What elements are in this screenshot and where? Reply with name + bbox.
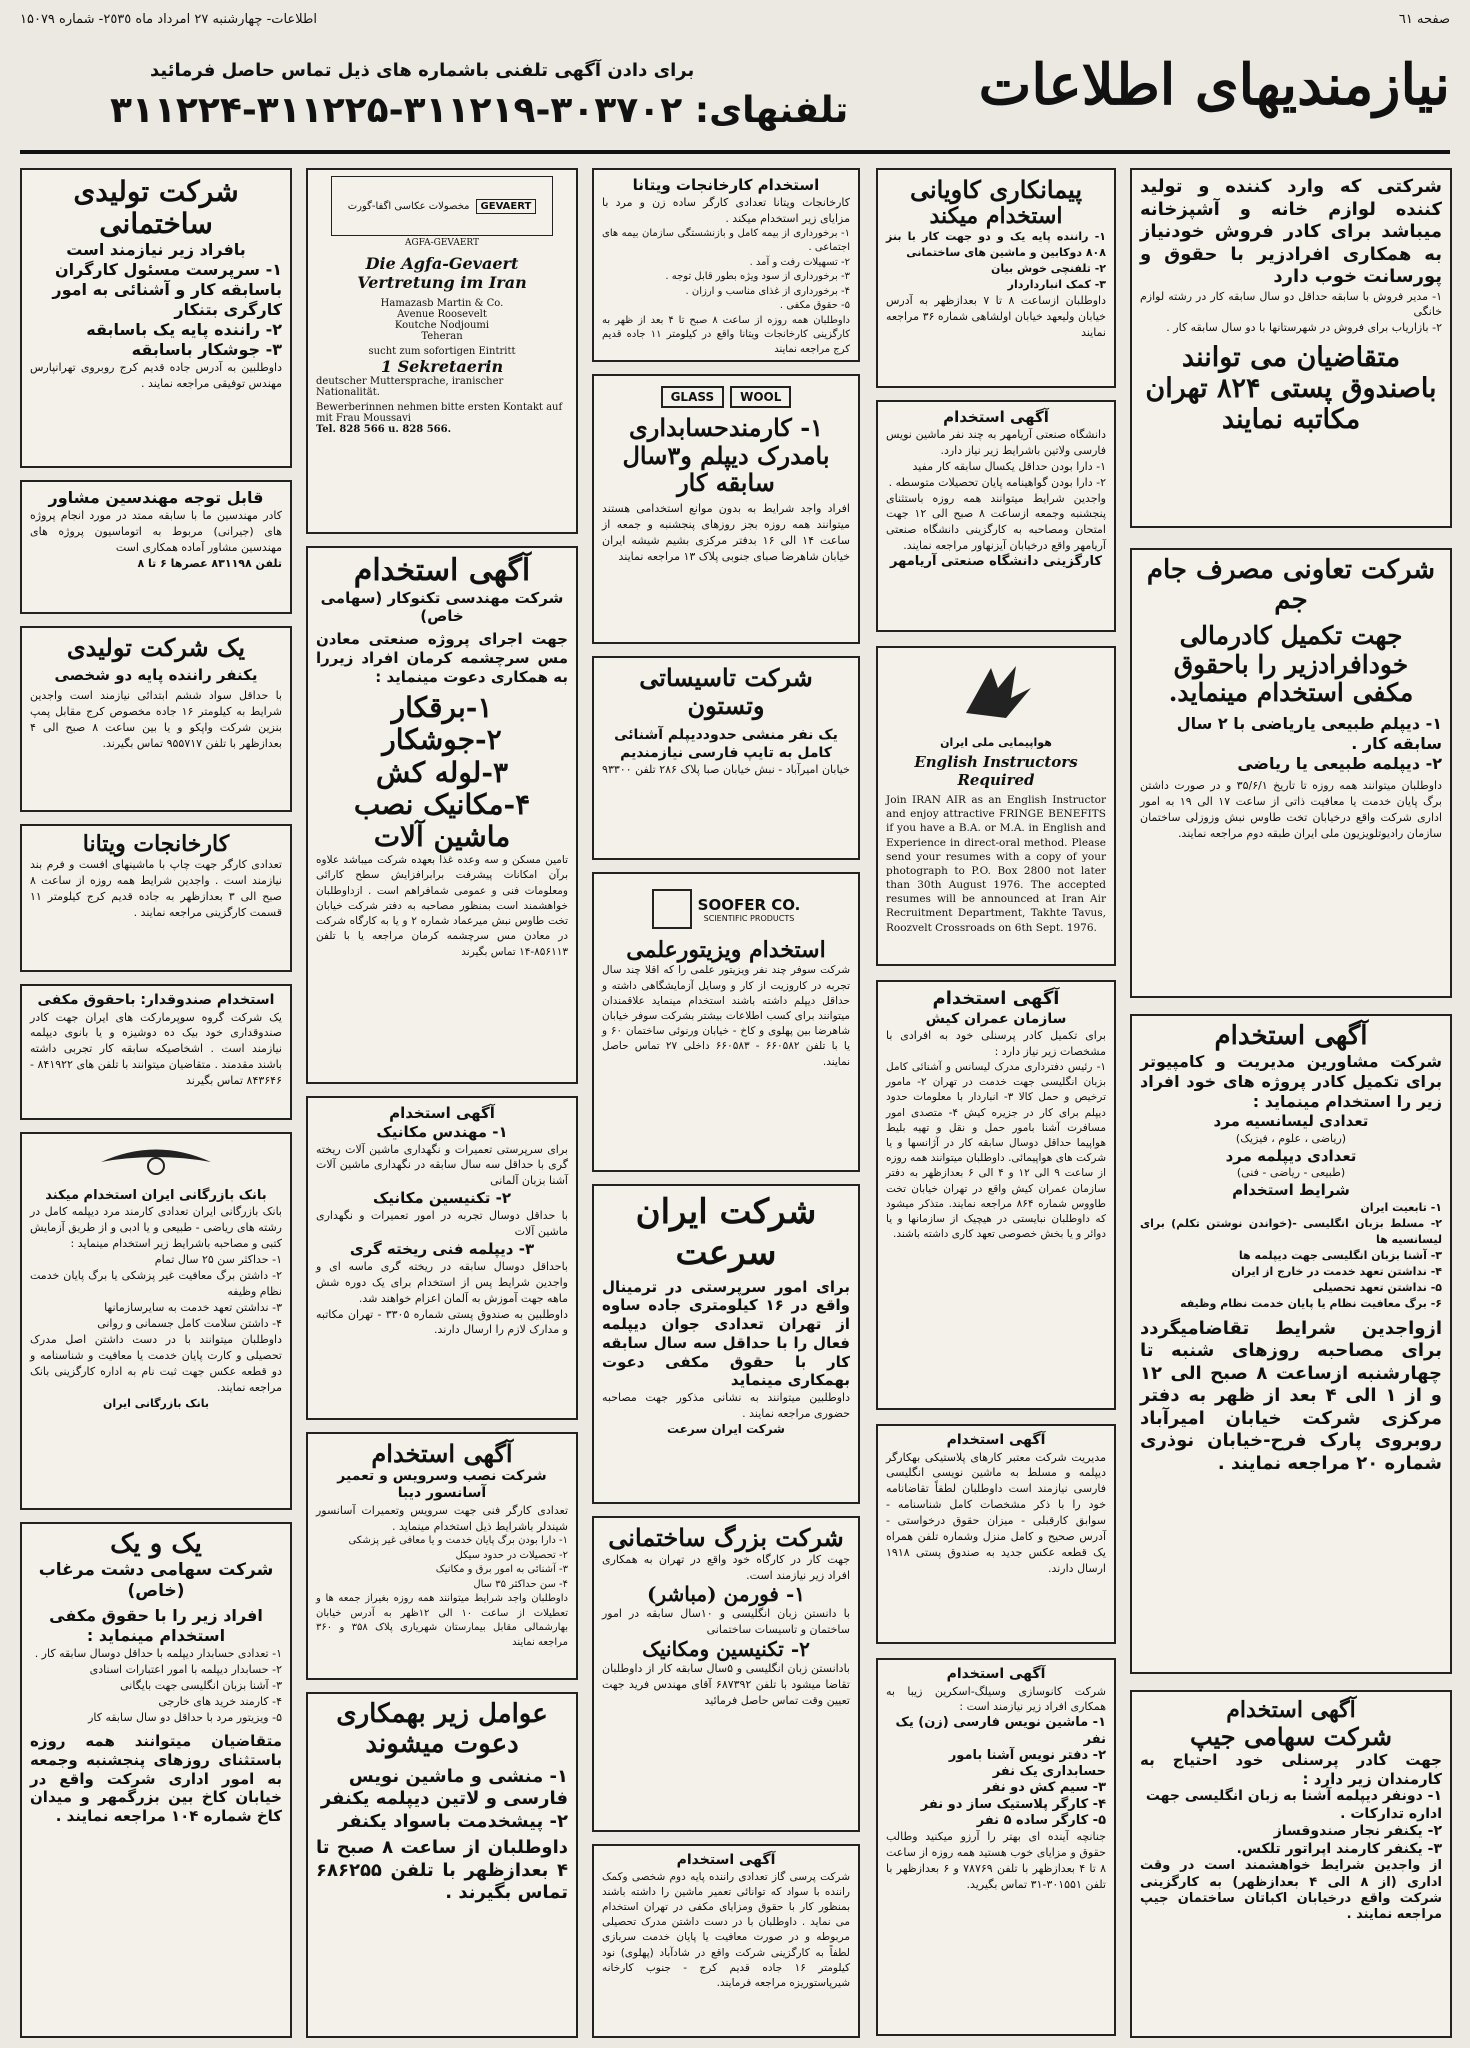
ad-item: ۳- دیپلمه فنی ریخته گری	[349, 1239, 535, 1258]
ad-foundry	[306, 1096, 578, 1420]
ad-consultants	[1130, 1014, 1452, 1674]
ad-body: متقاضیان میتوانند همه روزه باستثنای روزهای پنجشنبه وجمعه به امور اداری شرکت واقع در خیابان کاخ بین بزرگمهر و میدان کاخ شماره ۱۰۴ مراجعه نمایند .	[30, 1732, 282, 1826]
ad-address: Hamazasb Martin & Co.	[380, 298, 504, 309]
ad-body: تامین مسکن و سه وعده غذا بعهده شرکت میباشد علاوه برآن امکانات پیشرفت برابرافزایش سطح کارائی ومعلومات فنی و عمومی شمافراهم است . ازداوطلبان خواهشمند است بمنظور مصاحبه به دفتر شرکت خیابان تخت طاوس نبش میرعماد شماره ۲ و یا به کارگاه شرکت در معادن مس سرچشمه کرمان مراجعه یا با تلفن ۸۵۶۱۱۳-۱۴ تماس بگیرند	[316, 854, 568, 958]
ad-line: شرایط استخدام	[1232, 1181, 1350, 1200]
ad-item: ۳- جوشکار باسابقه	[131, 340, 282, 360]
ad-body: ۱- رئیس دفترداری مدرک لیسانس و آشنائی کامل بزبان انگلیسی جهت خدمت در تهران ۲- مامور ترخیص و حمل کالا ۳- انباردار با معلومات حدود دیپلم برای کار در جزیره کیش ۴- متصدی امور مسافرت آشنا بامور حمل و نقل و تهیه بلیط هواپیما حداقل دوسال سابقه کار در آژانسها و یا شرکت های هواپیمائی. داوطلبان میتوانند همه روزه از ساعت ۹ الی ۱۲ و ۴ الی ۶ بعدازظهر به دفتر سازمان عمران کیش واقع در تهران خیابان تخت طاووس شماره ۸۶۴ مراجعه نمایند. متذکر میشود که داوطلبان نبایستی در هیچیک از سازمانها و یا دوائر و یا بخش خصوصی تعهد کاری داشته باشند.	[886, 1060, 1106, 1241]
ad-item: ۴- داشتن سلامت کامل جسمانی و روانی	[97, 1316, 282, 1330]
ad-subtitle: استخدام میکند	[929, 202, 1063, 229]
ad-title: شرکت ایران سرعت	[635, 1192, 817, 1273]
ad-requirement: deutscher Muttersprache, iranischer Nationalität.	[316, 376, 504, 398]
ad-text: جهت کار در کارگاه خود واقع در تهران به همکاری افراد زیر نیازمند است.	[602, 1552, 850, 1582]
ad-item: ۲- تکنیسین مکانیک	[372, 1189, 512, 1208]
ad-title: استخدام ویزیتورعلمی	[626, 937, 826, 963]
ad-item: ۵- کارگر ساده ۵ نفر	[976, 1812, 1106, 1828]
ad-item: ۳- نداشتن تعهد خدمت به سایرسازمانها	[104, 1300, 282, 1314]
ad-item: ۱- دیپلم طبیعی یاریاضی با ۲ سال سابقه کار .	[1176, 714, 1442, 754]
soofer-logo	[646, 884, 806, 934]
ad-soofer	[592, 872, 860, 1172]
ad-text: جهت اجرای پروژه صنعتی معادن مس سرچشمه کرمان افراد زیررا به همکاری دعوت مینماید :	[316, 630, 568, 686]
ad-body: داوطلبان واجد شرایط میتوانند همه روزه بغیراز جمعه ها و تعطیلات از ساعت ۱۰ الی ۱۲ظهر به آدرس خیابان بهارشمالی مقابل بیمارستان شهریاری پلاک ۳۵۸ و ۳۶۰ مراجعه نمایند	[316, 1593, 569, 1648]
ad-title: قابل توجه مهندسین مشاور	[48, 488, 264, 507]
ad-line: تعدادی دیپلمه مرد	[1225, 1146, 1357, 1165]
ad-home-appliances	[1130, 168, 1452, 528]
glass-wool-logo	[602, 386, 850, 408]
logo-subtext: SCIENTIFIC PRODUCTS	[703, 913, 795, 923]
ad-item: ۲- تسهیلات رفت و آمد .	[749, 256, 850, 268]
ad-item: ۲- تلفنچی خوش بیان	[991, 261, 1106, 275]
ad-sign: شرکت ایران سرعت	[667, 1421, 785, 1436]
ad-vitana-workers	[592, 168, 860, 362]
page-number: صفحه ٦١	[1398, 11, 1450, 27]
ad-bank-bazargani	[20, 1132, 292, 1510]
ad-sign: کارگزینی دانشگاه صنعتی آریامهر	[890, 554, 1102, 570]
bank-emblem-icon	[91, 1142, 221, 1182]
ad-seeks: sucht zum sofortigen Eintritt	[368, 346, 516, 357]
ad-text: بانک بازرگانی ایران تعدادی کارمند مرد دیپلمه کامل در رشته های ریاضی - طبیعی و یا ادبی و از طریق آزمایش کتبی و مصاحبه باشرایط زیر استخدام مینماید :	[30, 1205, 282, 1251]
logo-text: SOOFER CO.	[697, 895, 801, 914]
logo-subtext: AGFA-GEVAERT	[404, 238, 480, 248]
ad-text: برای تکمیل کادر پرسنلی خود به افرادی با مشخصات زیر نیاز دارد :	[886, 1029, 1106, 1058]
masthead-title: نیازمندیهای اطلاعات	[978, 52, 1450, 118]
ad-item: ۱-برقکار	[391, 691, 493, 725]
header-phones: تلفنهای: ۳۰۳۷۰۲-۳۱۱۲۱۹-۳۱۱۲۲۵-۳۱۱۲۲۴	[110, 90, 849, 131]
ad-title: ۱- کارمندحسابداری بامدرک دیپلم و۳سال سابقه کار	[622, 413, 830, 498]
page-topline	[20, 8, 1450, 30]
logo-wool: WOOL	[730, 386, 791, 408]
ad-text: کادر مهندسین ما با سابقه ممتد در مورد انجام پروژه های (جیرانی) مربوط به اتوماسیون پروژه های مهندسین مشاور آماده همکاری است	[30, 509, 282, 554]
ad-canvas-screen	[876, 1658, 1116, 2036]
ad-driver	[20, 626, 292, 812]
ad-construction-company	[592, 1516, 860, 1832]
ad-title: شرکت نصب وسرویس و تعمیر آسانسور دیبا	[337, 1467, 547, 1502]
ad-cta: متقاضیان می توانند باصندوق پستی ۸۲۴ تهران مکاتبه نمایند	[1145, 342, 1437, 436]
ad-item: ۲-جوشکار	[382, 723, 502, 757]
ad-item: ۱- راننده پایه یک و دو جهت کار با بنز ۸۰۸ دوکابین و ماشین های ساختمانی	[886, 229, 1106, 259]
ad-address: Avenue Roosevelt	[397, 309, 487, 320]
ad-iran-sorat	[592, 1184, 860, 1504]
ad-text: شرکتی که وارد کننده و تولید کننده لوازم خانه و آشپزخانه میباشد برای کادر فروش خودنیاز به همکاری افرادزیر با حقوق و پورسانت خوب دارد	[1140, 176, 1442, 287]
ad-text: جنانچه آینده ای بهتر را آرزو میکنید وطالب حقوق و مزایای خوب هستید همه روزه از ساعت ۸ تا ۴ بعدازظهر با تلفن ۷۸۷۶۹ و ۶ بعدازظهر با تلفن ۳۰۱۵۵۱-۳۱ تماس بگیرید.	[886, 1830, 1107, 1891]
ad-item: ۳- آشنا بزبان انگلیسی جهت دیپلمه ها	[1238, 1248, 1442, 1262]
ad-item: ۵- حقوق مکفی .	[779, 300, 850, 312]
ad-heading: آگهی استخدام	[946, 1432, 1046, 1448]
ad-plastics	[876, 1424, 1116, 1644]
ad-title: سازمان عمران کیش	[925, 1010, 1067, 1027]
ad-text: دانشگاه صنعتی آریامهر به چند نفر ماشین نویس فارسی ولاتین باشرایط زیر نیاز دارد.	[886, 427, 1106, 457]
ad-item: ۴- نداشتن تعهد خدمت در خارج از ایران	[1231, 1264, 1442, 1278]
ad-item: ۳- کمک انبارداردار	[1007, 277, 1106, 291]
ad-title: یک شرکت تولیدی	[66, 633, 246, 662]
ad-glass-wool	[592, 374, 860, 644]
iran-air-logo-icon	[936, 658, 1056, 728]
ad-heading: آگهی استخدام	[943, 408, 1049, 426]
ad-cta: ازواجدین شرایط تقاضامیگردد برای مصاحبه روزهای شنبه تا چهارشنبه ازساعت ۸ صبح الی ۱۲ و از ۱ الی ۴ بعد از ظهر به دفتر مرکزی شرکت خیابان امیرآباد روبروی پارک فرح-خیابان نوذری شماره ۲۰ مراجعه نمایند .	[1140, 1317, 1442, 1474]
ad-technokar	[306, 546, 578, 1084]
ad-weston-installations	[592, 656, 860, 860]
ad-heading: آگهی استخدام	[389, 1104, 495, 1122]
ad-item: ۵- نداشتن تعهد تحصیلی	[1312, 1280, 1442, 1294]
ad-body: داوطلبین به آدرس جاده قدیم کرج روبروی تهرانپارس مهندس توفیقی مراجعه نمایند .	[30, 361, 282, 391]
ad-item: ۲- دفتر نویس آشنا بامور حسابداری یک نفر	[948, 1747, 1106, 1780]
ad-item: ۲- یکنفر نجار صندوقساز	[1273, 1823, 1442, 1840]
ad-agfa-gevaert	[306, 168, 578, 534]
ad-title: شرکت سهامی جیپ	[1189, 1722, 1393, 1752]
ad-sign: بانک بازرگانی ایران	[103, 1396, 209, 1410]
ad-item: ۲- داشتن برگ معافیت غیر پزشکی یا برگ پایان خدمت نظام وظیفه	[30, 1269, 282, 1298]
ad-line: (طبیعی - ریاضی - فنی)	[1236, 1166, 1346, 1180]
ad-subtitle: یکنفر راننده پایه دو شخصی	[54, 665, 258, 684]
ad-detail: با دانستن زبان انگلیسی و ۱۰سال سابقه در امور ساختمان و تاسیسات ساختمانی	[602, 1607, 850, 1637]
ad-role: 1 Sekretaerin	[380, 357, 504, 376]
ad-text: با حداقل سواد ششم ابتدائی نیازمند است واجدین شرایط به کیلومتر ۱۶ جاده مخصوص کرج مقابل پمپ بنزین شرکت واپکو و یا بین ساعت ۸ صبح الی ۴ بعدازظهر با تلفن ۹۵۵۷۱۷ تماس بگیرند.	[30, 689, 282, 751]
ad-jamjam	[1130, 548, 1452, 998]
logo-glass: GLASS	[661, 386, 725, 408]
ad-heading: آگهی استخدام	[1226, 1697, 1356, 1723]
logo-text: هواپیمایی ملی ایران	[940, 736, 1052, 749]
ad-address: Teheran	[421, 331, 463, 342]
ad-item: ۱- مدیر فروش با سابقه حداقل دو سال سابقه کار در رشته لوازم خانگی	[1140, 289, 1442, 319]
ad-dasht-morghab	[20, 1522, 292, 2038]
ad-title: یک و یک	[110, 1529, 202, 1559]
ad-item: ۴- برخورداری از غذای مناسب و ارزان .	[685, 285, 850, 297]
ad-address: Koutche Nodjoumi	[394, 320, 490, 331]
ad-item: ۲- راننده پایه یک باسابقه	[86, 320, 282, 340]
ad-title: عوامل زیر بهمکاری دعوت میشوند	[336, 1699, 548, 1759]
ad-construction-manufacturing	[20, 168, 292, 468]
ad-cashier	[20, 984, 292, 1120]
ad-title-line1: Die Agfa-Gevaert	[365, 254, 519, 273]
ad-heading: آگهی استخدام	[932, 988, 1060, 1009]
ad-subtitle: جهت تکمیل کادرمالی خودافرادزیر را باحقوق مکفی استخدام مینماید.	[1168, 620, 1414, 708]
ad-consulting-engineers	[20, 480, 292, 614]
ad-line: تعدادی لیسانسیه مرد	[1213, 1111, 1369, 1130]
ad-item: ۲- تحصیلات در حدود سیکل	[455, 1549, 568, 1561]
header-instruction: برای دادن آگهی تلفنی باشماره های ذیل تماس حاصل فرمائید	[150, 60, 695, 81]
ad-line: (ریاضی ، علوم ، فیزیک)	[1235, 1131, 1347, 1145]
ad-company: شرکت مهندسی تکنوکار (سهامی خاص)	[320, 588, 564, 626]
ad-title: English Instructors Required	[914, 753, 1078, 789]
page-header	[20, 40, 1450, 154]
ad-apply: Bewerberinnen nehmen bitte ersten Kontakt auf mit Frau Moussavi	[316, 402, 563, 424]
ad-body: داوطلبان همه روزه از ساعت ۸ صبح تا ۴ بعد از ظهر به کارگزینی کارخانجات ویتانا واقع در کیلومتر ۱۱ جاده قدیم کرج مراجعه نمایند	[602, 314, 850, 355]
ad-title: شرکت تولیدی ساختمانی	[73, 175, 239, 241]
ad-title: پیمانکاری کاویانی	[909, 175, 1083, 204]
ad-item: ۲- دیپلمه طبیعی یا ریاضی	[1237, 754, 1442, 774]
logo-gevaert: GEVAERT	[476, 199, 537, 214]
ad-phone: تلفن ۸۳۱۱۹۸ عصرها ۶ تا ۸	[137, 556, 282, 570]
ad-item: ۱- سرپرست مسئول کارگران باسابقه کار و آشنائی به امور کارگری بتنکار	[52, 260, 282, 320]
ad-item: ۳-لوله کش	[376, 755, 508, 789]
ad-heading: آگهی استخدام	[371, 1439, 513, 1468]
ad-title: شرکت بزرگ ساختمانی	[608, 1523, 844, 1552]
ad-text: شرکت سوفر چند نفر ویزیتور علمی را که اقلا چند سال تجربه در کاروزیت از کار و وسایل آزمایشگاهی داشته و حداقل دیپلم داشته باشند استخدام مینماید علاقمندان میتوانند برای کسب اطلاعات بیشتر بشرکت سوفر خیابان شاهرضا بین پهلوی و کاخ - خیابان ورنوئی ساختمان ۶۰ و یا با تلفن ۶۶۰۵۸۲ - ۶۶۰۵۸۳ داخلی ۲۷ تماس حاصل نمایند.	[602, 964, 850, 1068]
ad-item: ۱- ماشین نویس فارسی (زن) یک نفر	[895, 1715, 1106, 1747]
soofer-logo-icon	[652, 889, 692, 929]
ad-text: شرکت کانوسازی وسیلگ-اسکرین زیبا به همکاری افراد زیر نیازمند است :	[886, 1684, 1106, 1714]
logo-text: مخصولات عکاسی اگفا-گورت	[347, 200, 470, 212]
ad-item: ۲- پیشخدمت باسواد یکنفر	[338, 1810, 568, 1832]
ad-item: ۱- دونفر دیپلمه آشنا به زبان انگلیسی جهت اداره تدارکات .	[1145, 1788, 1442, 1822]
ad-detail: برای سرپرستی تعمیرات و نگهداری ماشین آلات ریخته گری با حداقل سه سال سابقه در نگهداری ماشین آلات آشنا بزبان آلمانی	[316, 1142, 568, 1188]
ad-text: شرکت پرسی گاز تعدادی راننده پایه دوم شخصی وکمک راننده با سواد که توانائی تعمیر ماشین را داشته باشند بمنظور کار با حقوق ومزایای مکفی در تهران استخدام می نماید . داوطلبان با در دست داشتن مدرک تحصیلی مربوطه و در صورت معافیت یا پایان خدمت سربازی لطفاً به کارگزینی شرکت واقع در شادآباد (پهلوی) نود کیلومتر ۱۶ جاده قدیم کرج - جنوب کارخانه شیرپاستوریزه مراجعه فرمایند.	[602, 1870, 850, 1990]
ad-title: استخدام کارخانجات ویتانا	[632, 176, 820, 194]
ad-text: افراد واجد شرایط به بدون موانع استخدامی هستند میتوانند همه روزه بجز روزهای پنجشنبه و جمعه از ساعت ۱۴ الی ۱۶ بدفتر مرکزی بشیم شیشه ایران خیابان شاهرضا صبای جنوبی پلاک ۱۳ مراجعه نمایند	[602, 501, 850, 563]
ad-aryamehr-university	[876, 400, 1116, 632]
ad-kish-development	[876, 980, 1116, 1410]
ad-item: ۱- مهندس مکانیک	[376, 1122, 508, 1141]
ad-item: ۱- حداکثر سن ۲۵ سال تمام	[154, 1253, 282, 1267]
ad-title-line2: Vertretung im Iran	[357, 273, 527, 292]
ad-item: ۳- آشنائی به امور برق و مکانیک	[435, 1564, 568, 1576]
ad-secretary-servant	[306, 1692, 578, 2038]
ad-title: کارخانجات ویتانا	[82, 831, 230, 857]
ad-item: ۱- فورمن (مباشر)	[646, 1582, 806, 1607]
ad-text: مدیریت شرکت معتبر کارهای پلاستیکی بهکارگر دیپلمه و مسلط به ماشین نویسی انگلیسی فارسی نیازمند است داوطلبان لطفاً تقاضانامه خود را با ذکر مشخصات کامل شناسنامه - سوابق کارقبلی - میزان حقوق درخواستی - آدرس صحیح و کامل منزل وشماره تلفن همراه یک قطعه عکس جدید به صندوق پستی ۱۹۱۸ ارسال دارند.	[886, 1450, 1106, 1576]
ad-item: ۳- برخورداری از سود ویژه بطور قابل توجه .	[665, 271, 850, 283]
ad-text: داوطلبان میتوانند همه روزه تا تاریخ ۳۵/۶/۱ و در صورت داشتن برگ پایان خدمت یا معافیت ذاتی از ساعت ۱۷ الی ۱۹ به امور اداری شرکت واقع درخیابان تخت طاوس نبش وزوزلی ساختمان سازمان رادیوتلویزیون ملی ایران طبقه دوم مراجعه نمایند.	[1140, 779, 1442, 840]
ad-title: بانک بازرگانی ایران استخدام میکند	[45, 1188, 267, 1203]
ad-body: Join IRAN AIR as an English Instructor and enjoy attractive FRINGE BENEFITS if you have a B.A. or M.A. in English and Experience in direct-oral method. Please send your resumes with a copy of your photograph to P.O. Box 2800 not later than 30th August 1976. The accepted resumes will be announced at Iran Air Recruitment Department, Takhte Tavus, Roozvelt Crossroads on 6th Sept. 1976.	[886, 794, 1106, 934]
ad-item: ۲- مسلط بزبان انگلیسی -(خواندن نوشتن تکلم) برای لیسانسیه ها	[1140, 1216, 1442, 1246]
ad-item: ۴-مکانیک نصب ماشین آلات	[353, 787, 531, 853]
ad-vitana-printing	[20, 824, 292, 972]
ad-cta: از واجدین شرایط خواهشمند است در وقت اداری (از ۸ الی ۴ بعدازظهر) به کارگزینی شرکت واقع درخیابان اکباتان ساختمان جیپ مراجعه نمایند .	[1140, 1858, 1442, 1923]
ad-item: ۴- کارگر پلاستیک ساز دو نفر	[920, 1796, 1106, 1812]
ad-kaviani	[876, 168, 1116, 388]
ad-body: داوطلبان از ساعت ۸ صبح تا ۴ بعدازظهر با تلفن ۶۸۶۲۵۵ تماس بگیرند .	[316, 1837, 569, 1904]
ad-text: شرکت مشاورین مدیریت و کامپیوتر برای تکمیل کادر پروژه های خود افراد زیر را استخدام مینماید :	[1140, 1051, 1442, 1111]
ad-text: تعدادی کارگر فنی جهت سرویس وتعمیرات آسانسور شیندلر باشرایط ذیل استخدام مینماید .	[316, 1503, 568, 1533]
ad-body: داوطلبان میتوانند با در دست داشتن اصل مدرک تحصیلی و کارت پایان خدمت یا معافیت و شناسنامه و دو قطعه عکس جهت ثبت نام به اداره کارگزینی بانک مراجعه نمایند.	[30, 1332, 282, 1394]
ad-iran-air	[876, 646, 1116, 966]
ad-item: ۴- سن حداکثر ۳۵ سال	[473, 1578, 568, 1590]
ad-item: ۲- دارا بودن گواهینامه پایان تحصیلات متوسطه .	[888, 475, 1106, 489]
ad-text: یک نفر منشی حدوددیپلم آشنائی کامل به تایپ فارسی نیازمندیم	[614, 727, 838, 761]
ad-detail: بادانستن زبان انگلیسی و ۵سال سابقه کار از داوطلبان تقاضا میشود با تلفن ۶۸۷۳۹۲ آقای مهندس فرید جهت تعیین وقت تماس حاصل فرمائید	[602, 1662, 850, 1708]
ad-detail: با حداقل دوسال تجربه در امور تعمیرات و نگهداری ماشین آلات	[316, 1209, 568, 1238]
ad-item: ۱- تابعیت ایران	[1360, 1201, 1442, 1215]
ad-title: استخدام صندوقدار: باحقوق مکفی	[37, 992, 275, 1008]
ad-jeep	[1130, 1690, 1452, 2038]
ad-item: ۲- حسابدار دیپلمه با امور اعتبارات اسنادی	[89, 1663, 282, 1677]
ad-heading: آگهی استخدام	[676, 1852, 776, 1868]
ad-body: داوطلبین میتوانند به نشانی مذکور جهت مصاحبه حضوری مراجعه نمایند .	[602, 1391, 850, 1421]
agfa-logo	[331, 176, 553, 236]
ad-item: ۵- ویزیتور مرد با حداقل دو سال سابقه کار	[88, 1711, 282, 1725]
ad-item: ۱- برخورداری از بیمه کامل و بازنشستگی سازمان بیمه های اجتماعی .	[602, 227, 850, 254]
ad-item: ۱- تعدادی حسابدار دیپلمه با حداقل دوسال سابقه کار .	[34, 1647, 282, 1661]
ad-text: برای امور سرپرستی در ترمینال واقع در ۱۶ کیلومتری جاده ساوه از تهران تعدادی جوان دیپلمه فعال را با حداقل سه سال سابقه کار با حقوق مکفی دعوت بهمکاری مینماید	[602, 1277, 851, 1390]
ad-text: افراد زیر را با حقوق مکفی استخدام مینماید :	[49, 1606, 263, 1646]
ad-detail: باحداقل دوسال سابقه در ریخته گری ماسه ای و واجدین شرایط پس از استخدام برای یک دوره شش ماهه جهت آموزش به آلمان اعزام خواهند شد.	[316, 1259, 568, 1305]
ad-item: ۱- دارا بودن حداقل یکسال سابقه کار مفید	[912, 459, 1106, 473]
ad-text: داوطلبان ازساعت ۸ تا ۷ بعدازظهر به آدرس خیابان ولیعهد خیابان اولشاهی شماره ۳۶ مراجعه نمایند	[886, 293, 1106, 339]
ad-item: ۲- تکنیسین ومکانیک	[642, 1637, 810, 1662]
ad-item: ۳- آشنا بزبان انگلیسی جهت بایگانی	[120, 1679, 282, 1693]
ad-address: خیابان امیرآباد - نبش خیابان صبا پلاک ۲۸۶ تلفن ۹۳۳۰۰	[602, 763, 850, 777]
ad-text: بافراد زیر نیازمند است	[66, 240, 246, 260]
ad-text: تعدادی کارگر جهت چاپ با ماشینهای افست و فرم بند نیازمند است . واجدین شرایط همه روزه از ساعت ۸ صبح الی ۳ بعدازظهر به جاده قدیم کرج کیلومتر ۱۱ قسمت کارگزینی مراجعه نمایند .	[30, 858, 282, 920]
date-line: اطلاعات- چهارشنبه ٢٧ امرداد ماه ٢٥٣٥- شماره ۱۵۰۷۹	[20, 11, 317, 27]
ad-diba-elevator	[306, 1432, 578, 1680]
ad-item: ۱- منشی و ماشین نویس فارسی و لاتین دیپلمه یکنفر	[320, 1765, 568, 1810]
ad-item: ۴- کارمند خرید های خارجی	[158, 1695, 282, 1709]
ad-item: ۳- سیم کش دو نفر	[983, 1780, 1106, 1796]
ad-body: واجدین شرایط میتوانند همه روزه باستثنای پنجشنبه وجمعه ازساعت ۸ صبح الی ۱۲ جهت امتحان ومصاحبه به کارگزینی دانشگاه صنعتی آریامهر واقع درخیابان آیزنهاور مراجعه نمایند.	[886, 491, 1107, 553]
ad-subtitle: شرکت سهامی دشت مرغاب (خاص)	[38, 1559, 274, 1602]
ad-title: شرکت تاسیساتی وتستون	[639, 663, 813, 720]
ad-title: شرکت تعاونی مصرف جام جم	[1146, 555, 1436, 615]
ad-heading: آگهی استخدام	[946, 1666, 1046, 1682]
ad-text: یک شرکت گروه سوپرمارکت های ایران جهت کادر صندوقداری خود بیک ده دوشیزه و یا بانوی دیپلمه نیازمند است . اشخاصیکه سابقه کار تجربی داشته باشند مقدمند . متقاضیان میتوانند با تلفن های ۸۴۱۹۲۲ - ۸۴۳۶۴۶ تماس بگیرند	[30, 1010, 282, 1088]
ad-heading: آگهی استخدام	[1214, 1021, 1368, 1051]
ad-tel: Tel. 828 566 u. 828 566.	[316, 424, 452, 435]
ad-text: جهت کادر پرسنلی خود احتیاج به کارمندان زیر دارد :	[1140, 1750, 1442, 1788]
ad-item: ۳- یکنفر کارمند اپراتور تلکس.	[1236, 1840, 1442, 1857]
ad-title: آگهی استخدام	[353, 553, 531, 588]
ad-persigaz	[592, 1844, 860, 2038]
ad-item: ۶- برگ معافیت نظام یا پایان خدمت نظام وظیفه	[1180, 1296, 1442, 1310]
ad-item: ۱- دارا بودن برگ پایان خدمت و یا معافی غیر پزشکی	[348, 1535, 568, 1547]
ad-item: ۲- بازاریاب برای فروش در شهرستانها با دو سال سابقه کار .	[1166, 321, 1442, 335]
ad-body: داوطلبین به صندوق پستی شماره ۳۳۰۵ - تهران مکاتبه و مدارک لازم را ارسال دارند.	[316, 1307, 568, 1337]
ad-text: کارخانجات ویتانا تعدادی کارگر ساده زن و مرد با مزایای زیر استخدام میکند .	[602, 195, 850, 225]
